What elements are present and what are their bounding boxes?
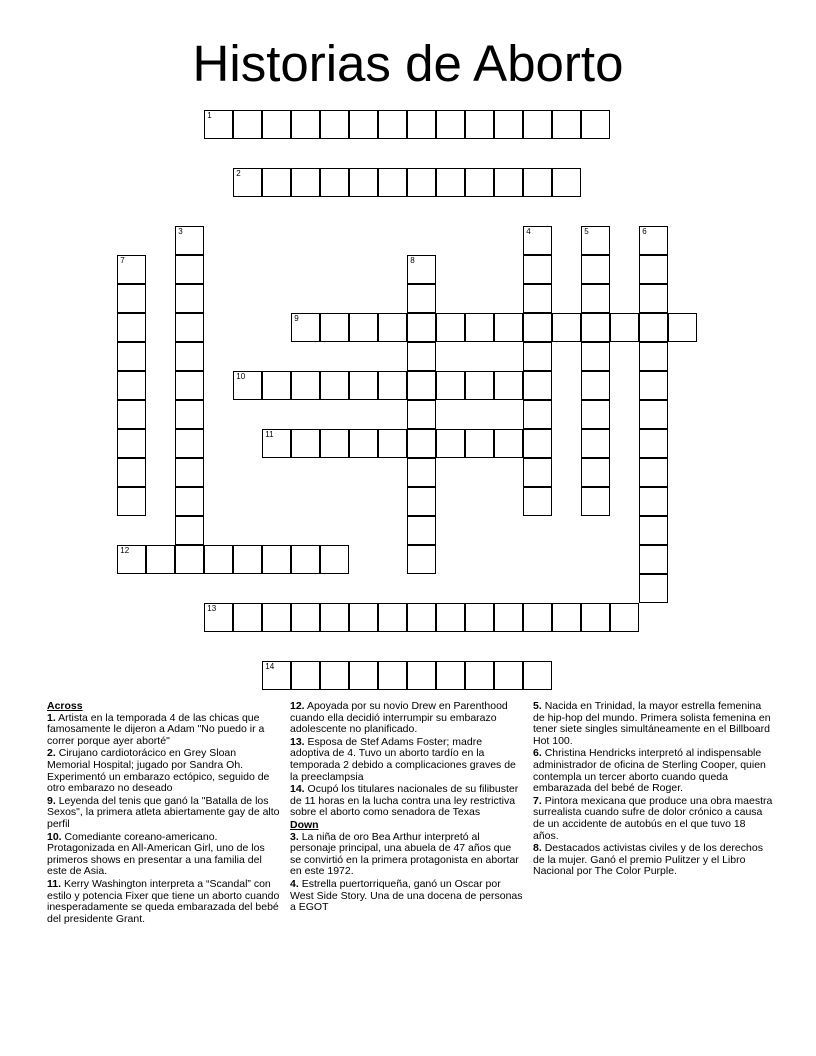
grid-cell[interactable] bbox=[320, 429, 349, 458]
grid-cell[interactable] bbox=[262, 429, 291, 458]
grid-cell[interactable] bbox=[175, 313, 204, 342]
grid-cell[interactable] bbox=[320, 110, 349, 139]
grid-cell[interactable] bbox=[407, 313, 436, 342]
grid-cell[interactable] bbox=[639, 487, 668, 516]
clue-number: 7 bbox=[120, 256, 125, 266]
clues-column-3 bbox=[533, 701, 773, 879]
clue-number: 11 bbox=[265, 430, 274, 440]
grid-cell[interactable] bbox=[639, 371, 668, 400]
grid-cell[interactable] bbox=[581, 342, 610, 371]
grid-cell[interactable] bbox=[407, 400, 436, 429]
grid-cell[interactable] bbox=[494, 429, 523, 458]
grid-cell[interactable] bbox=[407, 429, 436, 458]
across-clue-10: 10. Comediante coreano-americano. Protagonizada en All-American Girl, uno de los primeros shows en presentar a una familia del este de Asia. bbox=[47, 830, 265, 878]
grid-cell[interactable] bbox=[639, 342, 668, 371]
clue-number: 8 bbox=[410, 256, 415, 266]
grid-cell[interactable] bbox=[581, 603, 610, 632]
clue-number: 5 bbox=[584, 227, 589, 237]
grid-cell[interactable] bbox=[581, 429, 610, 458]
grid-cell[interactable] bbox=[117, 545, 146, 574]
grid-cell[interactable] bbox=[378, 429, 407, 458]
grid-cell[interactable] bbox=[175, 458, 204, 487]
across-clue-13: 13. Esposa de Stef Adams Foster; madre adoptiva de 4. Tuvo un aborto tardío en la temporada 2 debido a complicaciones graves de la preeclampsia bbox=[290, 735, 516, 783]
puzzle-title: Historias de Aborto bbox=[192, 35, 624, 92]
grid-cell[interactable] bbox=[494, 168, 523, 197]
grid-cell[interactable] bbox=[581, 487, 610, 516]
grid-cell[interactable] bbox=[175, 342, 204, 371]
grid-cell[interactable] bbox=[407, 545, 436, 574]
grid-cell[interactable] bbox=[320, 545, 349, 574]
across-clue-14: 14. Ocupó los titulares nacionales de su filibuster de 11 horas en la lucha contra una ley restrictiva sobre el aborto como senadora de Texas bbox=[290, 783, 519, 819]
grid-cell[interactable] bbox=[117, 255, 146, 284]
grid-cell[interactable] bbox=[610, 313, 639, 342]
grid-cell[interactable] bbox=[523, 313, 552, 342]
grid-cell[interactable] bbox=[523, 342, 552, 371]
across-clue-12: 12. Apoyada por su novio Drew en Parenthood cuando ella decidió interrumpir su embarazo adolescente no planificado. bbox=[290, 700, 508, 736]
grid-cell[interactable] bbox=[175, 255, 204, 284]
grid-cell[interactable] bbox=[117, 284, 146, 313]
grid-cell[interactable] bbox=[291, 661, 320, 690]
grid-cell[interactable] bbox=[262, 545, 291, 574]
grid-cell[interactable] bbox=[407, 371, 436, 400]
grid-cell[interactable] bbox=[233, 110, 262, 139]
grid-cell[interactable] bbox=[320, 661, 349, 690]
grid-cell[interactable] bbox=[262, 110, 291, 139]
grid-cell[interactable] bbox=[639, 574, 668, 603]
down-heading: Down bbox=[290, 818, 319, 831]
grid-cell[interactable] bbox=[552, 110, 581, 139]
grid-cell[interactable] bbox=[117, 400, 146, 429]
grid-cell[interactable] bbox=[291, 545, 320, 574]
down-clue-7: 7. Pintora mexicana que produce una obra maestra surrealista cuando sufre de dolor crónico a causa de un accidente de autobús en el que tuvo 18 años. bbox=[533, 794, 773, 842]
grid-cell[interactable] bbox=[175, 226, 204, 255]
grid-cell[interactable] bbox=[523, 110, 552, 139]
grid-cell[interactable] bbox=[378, 313, 407, 342]
grid-cell[interactable] bbox=[523, 226, 552, 255]
grid-cell[interactable] bbox=[494, 603, 523, 632]
grid-cell[interactable] bbox=[320, 168, 349, 197]
across-heading: Across bbox=[47, 700, 83, 712]
grid-cell[interactable] bbox=[349, 168, 378, 197]
grid-cell[interactable] bbox=[262, 371, 291, 400]
grid-cell[interactable] bbox=[117, 458, 146, 487]
across-clue-11: 11. Kerry Washington interpreta a “Scandal” con estilo y potencia Fixer que tiene un aborto cuando inesperadamente se queda embarazada del bebé del presidente Grant. bbox=[47, 877, 280, 925]
grid-cell[interactable] bbox=[262, 603, 291, 632]
grid-cell[interactable] bbox=[291, 313, 320, 342]
grid-cell[interactable] bbox=[407, 661, 436, 690]
across-clue-2: 2. Cirujano cardiotorácico en Grey Sloan Memorial Hospital; jugado por Sandra Oh. Experimentó un embarazo ectópico, seguido de otro embarazo no deseado bbox=[47, 747, 270, 795]
grid-cell[interactable] bbox=[581, 226, 610, 255]
grid-cell[interactable] bbox=[233, 603, 262, 632]
grid-cell[interactable] bbox=[581, 371, 610, 400]
across-clue-1: 1. Artista en la temporada 4 de las chicas que famosamente le dijeron a Adam "No puedo ir a correr porque ayer aborté" bbox=[47, 711, 265, 747]
grid-cell[interactable] bbox=[552, 313, 581, 342]
grid-cell[interactable] bbox=[436, 603, 465, 632]
grid-cell[interactable] bbox=[494, 110, 523, 139]
grid-cell[interactable] bbox=[552, 168, 581, 197]
grid-cell[interactable] bbox=[639, 516, 668, 545]
grid-cell[interactable] bbox=[407, 458, 436, 487]
grid-cell[interactable] bbox=[291, 371, 320, 400]
grid-cell[interactable] bbox=[465, 429, 494, 458]
grid-cell[interactable] bbox=[291, 429, 320, 458]
grid-cell[interactable] bbox=[581, 313, 610, 342]
grid-cell[interactable] bbox=[610, 603, 639, 632]
grid-cell[interactable] bbox=[581, 255, 610, 284]
grid-cell[interactable] bbox=[639, 400, 668, 429]
grid-cell[interactable] bbox=[523, 661, 552, 690]
grid-cell[interactable] bbox=[523, 284, 552, 313]
grid-cell[interactable] bbox=[175, 487, 204, 516]
grid-cell[interactable] bbox=[494, 313, 523, 342]
grid-cell[interactable] bbox=[581, 284, 610, 313]
grid-cell[interactable] bbox=[436, 661, 465, 690]
grid-cell[interactable] bbox=[233, 168, 262, 197]
grid-cell[interactable] bbox=[639, 255, 668, 284]
grid-cell[interactable] bbox=[378, 110, 407, 139]
down-clue-3: 3. La niña de oro Bea Arthur interpretó al personaje principal, una abuela de 47 años que se convirtió en la primera protagonista en abortar en este 1972. bbox=[290, 830, 519, 878]
grid-cell[interactable] bbox=[639, 284, 668, 313]
grid-cell[interactable] bbox=[581, 110, 610, 139]
grid-cell[interactable] bbox=[349, 661, 378, 690]
grid-cell[interactable] bbox=[465, 603, 494, 632]
grid-cell[interactable] bbox=[349, 603, 378, 632]
grid-cell[interactable] bbox=[552, 603, 581, 632]
grid-cell[interactable] bbox=[146, 545, 175, 574]
grid-cell[interactable] bbox=[407, 284, 436, 313]
grid-cell[interactable] bbox=[523, 458, 552, 487]
clue-number: 6 bbox=[642, 227, 647, 237]
grid-cell[interactable] bbox=[407, 487, 436, 516]
grid-cell[interactable] bbox=[465, 110, 494, 139]
grid-cell[interactable] bbox=[175, 429, 204, 458]
across-clue-9: 9. Leyenda del tenis que ganó la "Batalla de los Sexos", la primera atleta abiertamente gay de alto perfil bbox=[47, 794, 280, 830]
grid-cell[interactable] bbox=[523, 603, 552, 632]
grid-cell[interactable] bbox=[233, 371, 262, 400]
clues-column-2 bbox=[290, 701, 524, 915]
grid-cell[interactable] bbox=[407, 342, 436, 371]
grid-cell[interactable] bbox=[378, 661, 407, 690]
clue-number: 12 bbox=[120, 546, 130, 556]
grid-cell[interactable] bbox=[117, 371, 146, 400]
grid-cell[interactable] bbox=[378, 371, 407, 400]
down-clue-8: 8. Destacados activistas civiles y de los derechos de la mujer. Ganó el premio Pulitzer y el Libro Nacional por The Color Purple. bbox=[533, 842, 763, 878]
clue-number: 3 bbox=[178, 227, 183, 237]
grid-cell[interactable] bbox=[320, 313, 349, 342]
grid-cell[interactable] bbox=[465, 371, 494, 400]
grid-cell[interactable] bbox=[436, 168, 465, 197]
grid-cell[interactable] bbox=[320, 603, 349, 632]
grid-cell[interactable] bbox=[204, 603, 233, 632]
grid-cell[interactable] bbox=[320, 371, 349, 400]
grid-cell[interactable] bbox=[465, 313, 494, 342]
grid-cell[interactable] bbox=[117, 313, 146, 342]
grid-cell[interactable] bbox=[523, 371, 552, 400]
grid-cell[interactable] bbox=[407, 255, 436, 284]
grid-cell[interactable] bbox=[436, 429, 465, 458]
grid-cell[interactable] bbox=[639, 429, 668, 458]
grid-cell[interactable] bbox=[378, 603, 407, 632]
grid-cell[interactable] bbox=[407, 110, 436, 139]
grid-cell[interactable] bbox=[407, 168, 436, 197]
clue-number: 9 bbox=[294, 314, 299, 324]
grid-cell[interactable] bbox=[349, 371, 378, 400]
grid-cell[interactable] bbox=[436, 110, 465, 139]
grid-cell[interactable] bbox=[175, 371, 204, 400]
grid-cell[interactable] bbox=[175, 284, 204, 313]
down-clue-6: 6. Christina Hendricks interpretó al indispensable administrador de oficina de Sterling Cooper, quien contempla un tercer aborto cuando queda embarazada del bebé de Roger. bbox=[533, 747, 766, 795]
clue-number: 1 bbox=[207, 111, 212, 121]
grid-cell[interactable] bbox=[465, 661, 494, 690]
grid-cell[interactable] bbox=[465, 168, 494, 197]
grid-cell[interactable] bbox=[581, 400, 610, 429]
grid-cell[interactable] bbox=[291, 168, 320, 197]
grid-cell[interactable] bbox=[436, 313, 465, 342]
grid-cell[interactable] bbox=[407, 603, 436, 632]
grid-cell[interactable] bbox=[639, 458, 668, 487]
clues-column-1 bbox=[47, 701, 281, 926]
grid-cell[interactable] bbox=[436, 371, 465, 400]
grid-cell[interactable] bbox=[349, 429, 378, 458]
grid-cell[interactable] bbox=[262, 661, 291, 690]
grid-cell[interactable] bbox=[291, 110, 320, 139]
grid-cell[interactable] bbox=[117, 342, 146, 371]
grid-cell[interactable] bbox=[175, 400, 204, 429]
grid-cell[interactable] bbox=[117, 487, 146, 516]
grid-cell[interactable] bbox=[523, 255, 552, 284]
grid-cell[interactable] bbox=[349, 313, 378, 342]
grid-cell[interactable] bbox=[523, 487, 552, 516]
grid-cell[interactable] bbox=[494, 661, 523, 690]
grid-cell[interactable] bbox=[291, 603, 320, 632]
grid-cell[interactable] bbox=[639, 313, 668, 342]
down-clue-5: 5. Nacida en Trinidad, la mayor estrella femenina de hip-hop del mundo. Primera solista femenina en tener siete singles simultáneamente en el Billboard Hot 100. bbox=[533, 700, 771, 747]
grid-cell[interactable] bbox=[204, 110, 233, 139]
clue-number: 4 bbox=[526, 227, 531, 237]
clue-number: 10 bbox=[236, 372, 246, 382]
grid-cell[interactable] bbox=[581, 458, 610, 487]
grid-cell[interactable] bbox=[639, 545, 668, 574]
grid-cell[interactable] bbox=[378, 168, 407, 197]
grid-cell[interactable] bbox=[117, 429, 146, 458]
grid-cell[interactable] bbox=[639, 226, 668, 255]
down-clue-4: 4. Estrella puertorriqueña, ganó un Oscar por West Side Story. Una de una docena de personas a EGOT bbox=[290, 877, 523, 914]
grid-cell[interactable] bbox=[204, 545, 233, 574]
grid-cell[interactable] bbox=[175, 545, 204, 574]
grid-cell[interactable] bbox=[494, 371, 523, 400]
grid-cell[interactable] bbox=[407, 516, 436, 545]
grid-cell[interactable] bbox=[233, 545, 262, 574]
grid-cell[interactable] bbox=[349, 110, 378, 139]
grid-cell[interactable] bbox=[523, 168, 552, 197]
clue-number: 2 bbox=[236, 169, 241, 179]
grid-cell[interactable] bbox=[668, 313, 697, 342]
clue-number: 13 bbox=[207, 604, 217, 614]
grid-cell[interactable] bbox=[523, 400, 552, 429]
grid-cell[interactable] bbox=[262, 168, 291, 197]
clue-number: 14 bbox=[265, 662, 275, 672]
grid-cell[interactable] bbox=[523, 429, 552, 458]
grid-cell[interactable] bbox=[175, 516, 204, 545]
